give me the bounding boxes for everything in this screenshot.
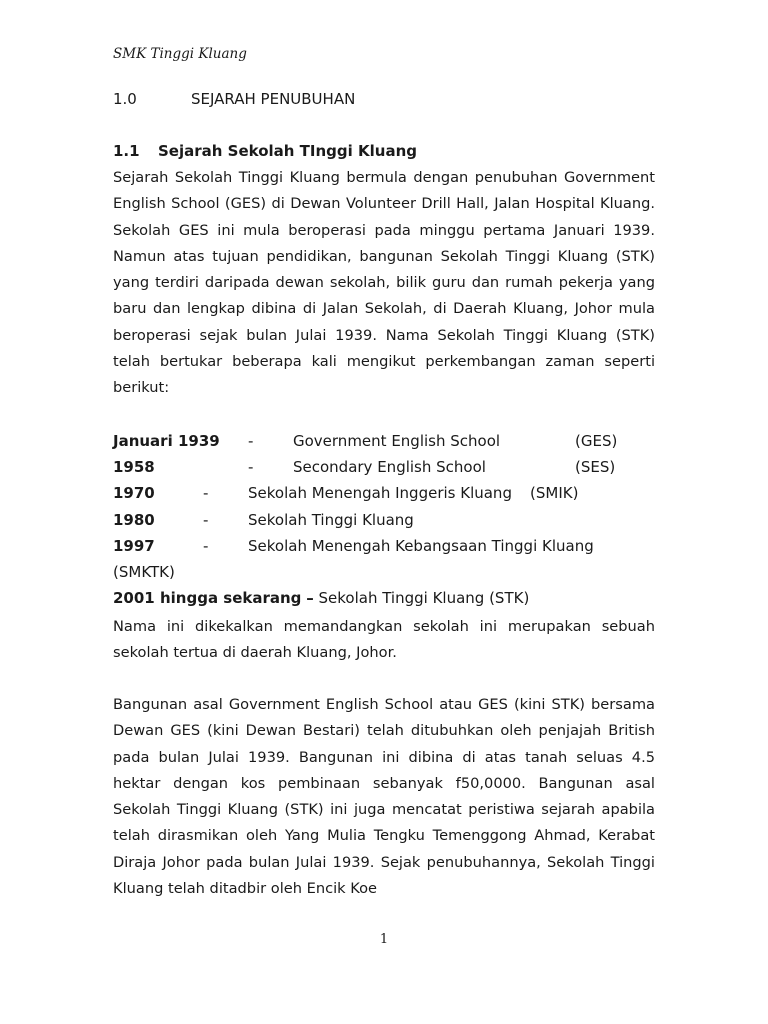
timeline-name: Sekolah Tinggi Kluang xyxy=(248,511,414,529)
timeline-dash: - xyxy=(248,432,254,450)
current-name-line xyxy=(113,589,529,607)
current-label: 2001 hingga sekarang xyxy=(113,589,302,607)
timeline-name: Sekolah Menengah Inggeris Kluang xyxy=(248,484,512,502)
subsection-number: 1.1 xyxy=(113,142,140,160)
timeline-year: 1980 xyxy=(113,511,155,529)
timeline-name: Secondary English School xyxy=(293,458,486,476)
history-paragraph: Sejarah Sekolah Tinggi Kluang bermula dengan penubuhan Government English School (GES) di Dewan Volunteer Drill Hall, Jalan Hospital Kluang. Sekolah GES ini mula beroperasi pada minggu pertama Januari 1939. Namun atas tujuan pendidikan, bangunan Sekolah Tinggi Kluang (STK) yang terdiri daripada dewan sekolah, bilik guru dan rumah pekerja yang baru dan lengkap dibina di Jalan Sekolah, di Daerah Kluang, Johor mula beroperasi sejak bulan Julai 1939. Nama Sekolah Tinggi Kluang (STK) telah bertukar beberapa kali mengikut perkembangan zaman seperti berikut: xyxy=(113,169,655,397)
timeline-year: Januari 1939 xyxy=(113,432,220,450)
timeline-dash: - xyxy=(203,537,209,555)
subsection-heading xyxy=(113,142,417,160)
timeline-year: 1997 xyxy=(113,537,155,555)
timeline-abbr: (GES) xyxy=(575,432,618,450)
current-text: Sekolah Tinggi Kluang (STK) xyxy=(318,589,530,607)
subsection-title: Sejarah Sekolah TInggi Kluang xyxy=(158,142,417,160)
page-number: 1 xyxy=(379,932,389,947)
name-retained-paragraph: Nama ini dikekalkan memandangkan sekolah ini merupakan sebuah sekolah tertua di daerah Kluang, Johor. xyxy=(113,618,655,662)
timeline-year: 1958 xyxy=(113,458,155,476)
building-paragraph: Bangunan asal Government English School atau GES (kini STK) bersama Dewan GES (kini Dewan Bestari) telah ditubuhkan oleh penjajah British pada bulan Julai 1939. Bangunan ini dibina di atas tanah seluas 4.5 hektar dengan kos pembinaan sebanyak f50,0000. Bangunan asal Sekolah Tinggi Kluang (STK) ini juga mencatat peristiwa sejarah apabila telah dirasmikan oleh Yang Mulia Tengku Temenggong Ahmad, Kerabat Diraja Johor pada bulan Julai 1939. Sejak penubuhannya, Sekolah Tinggi Kluang telah ditadbir oleh Encik Koe xyxy=(113,696,655,898)
section-title: SEJARAH PENUBUHAN xyxy=(191,90,356,108)
page-header: SMK Tinggi Kluang xyxy=(113,46,247,62)
timeline-dash: - xyxy=(203,484,209,502)
timeline-abbr: (SES) xyxy=(575,458,616,476)
timeline-year: 1970 xyxy=(113,484,155,502)
timeline-name: Government English School xyxy=(293,432,501,450)
timeline-dash: - xyxy=(248,458,254,476)
timeline-abbr: (SMKTK) xyxy=(113,563,175,581)
timeline-abbr: (SMIK) xyxy=(530,484,579,502)
section-number: 1.0 xyxy=(113,90,137,108)
current-separator: – xyxy=(306,589,314,607)
section-heading xyxy=(113,90,355,108)
timeline-dash: - xyxy=(203,511,209,529)
timeline-name: Sekolah Menengah Kebangsaan Tinggi Kluang xyxy=(248,537,594,555)
